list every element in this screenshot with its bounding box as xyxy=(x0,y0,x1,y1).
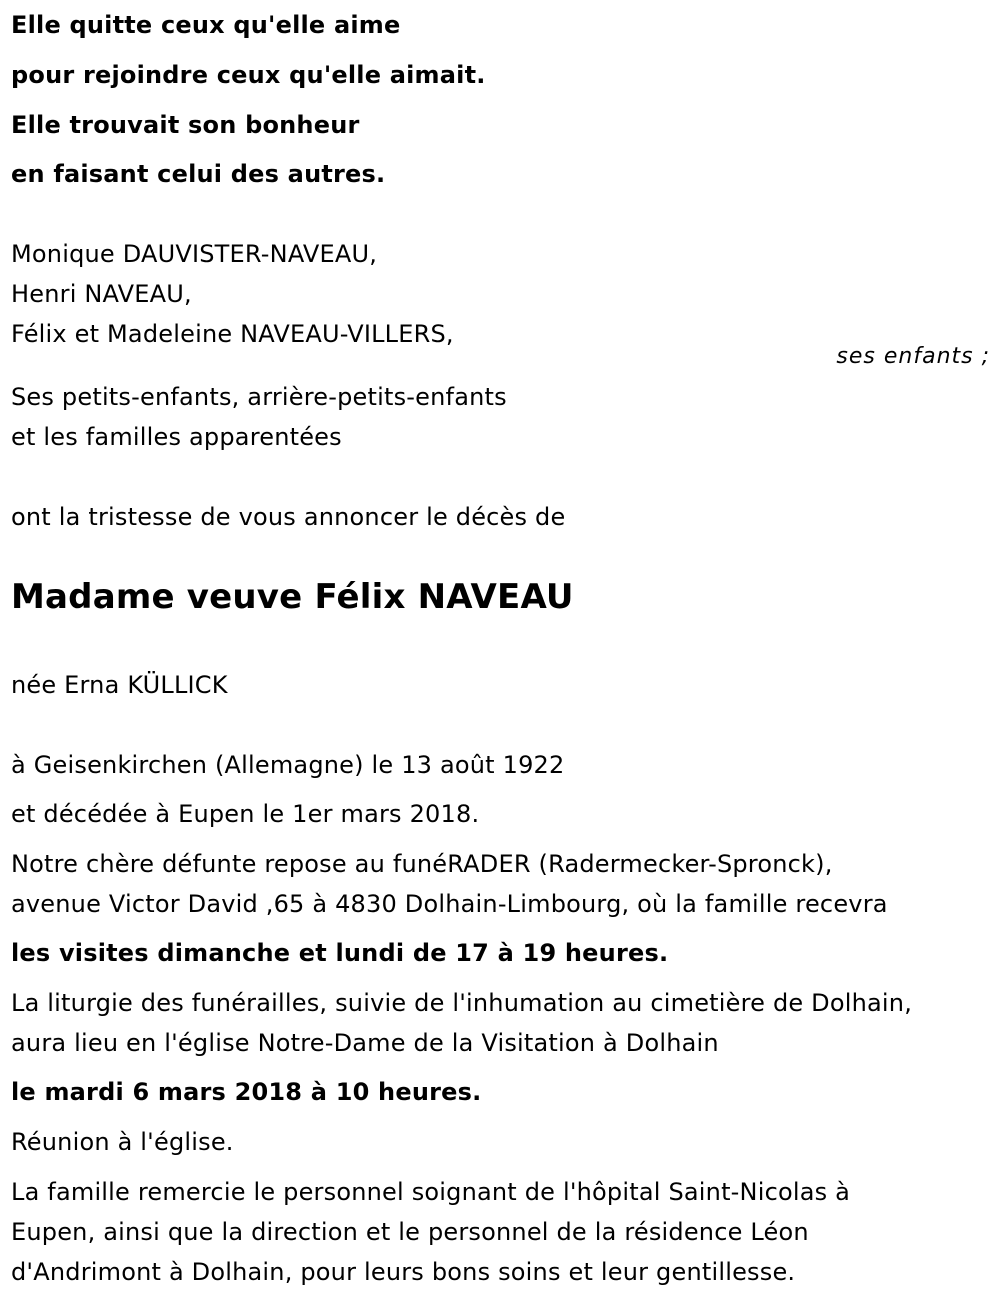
thanks-line: La famille remercie le personnel soignant de l'hôpital Saint-Nicolas à xyxy=(11,1178,851,1206)
announcement: ont la tristesse de vous annoncer le décès de xyxy=(11,503,566,531)
poem-line: en faisant celui des autres. xyxy=(11,160,386,188)
thanks-line: d'Andrimont à Dolhain, pour leurs bons soins et leur gentillesse. xyxy=(11,1258,796,1286)
thanks-line: Eupen, ainsi que la direction et le personnel de la résidence Léon xyxy=(11,1218,809,1246)
family-line: et les familles apparentées xyxy=(11,423,342,451)
ceremony-info: le mardi 6 mars 2018 à 10 heures. xyxy=(11,1078,482,1106)
repose-line: Notre chère défunte repose au funéRADER (Radermecker-Spronck), xyxy=(11,850,833,878)
death-info: et décédée à Eupen le 1er mars 2018. xyxy=(11,800,480,828)
reunion-info: Réunion à l'église. xyxy=(11,1128,234,1156)
child-name: Henri NAVEAU, xyxy=(11,280,192,308)
child-name: Félix et Madeleine NAVEAU-VILLERS, xyxy=(11,320,454,348)
deceased-name: Madame veuve Félix NAVEAU xyxy=(11,577,574,617)
liturgy-line: La liturgie des funérailles, suivie de l'inhumation au cimetière de Dolhain, xyxy=(11,989,913,1017)
children-caption: ses enfants ; xyxy=(836,344,990,369)
poem-line: Elle quitte ceux qu'elle aime xyxy=(11,11,401,39)
child-name: Monique DAUVISTER-NAVEAU, xyxy=(11,240,378,268)
family-line: Ses petits-enfants, arrière-petits-enfants xyxy=(11,383,507,411)
repose-line: avenue Victor David ,65 à 4830 Dolhain-Limbourg, où la famille recevra xyxy=(11,890,888,918)
liturgy-line: aura lieu en l'église Notre-Dame de la Visitation à Dolhain xyxy=(11,1029,719,1057)
visits-info: les visites dimanche et lundi de 17 à 19 heures. xyxy=(11,939,669,967)
poem-line: Elle trouvait son bonheur xyxy=(11,111,360,139)
birth-name: née Erna KÜLLICK xyxy=(11,671,228,699)
poem-line: pour rejoindre ceux qu'elle aimait. xyxy=(11,61,486,89)
birth-info: à Geisenkirchen (Allemagne) le 13 août 1922 xyxy=(11,751,565,779)
